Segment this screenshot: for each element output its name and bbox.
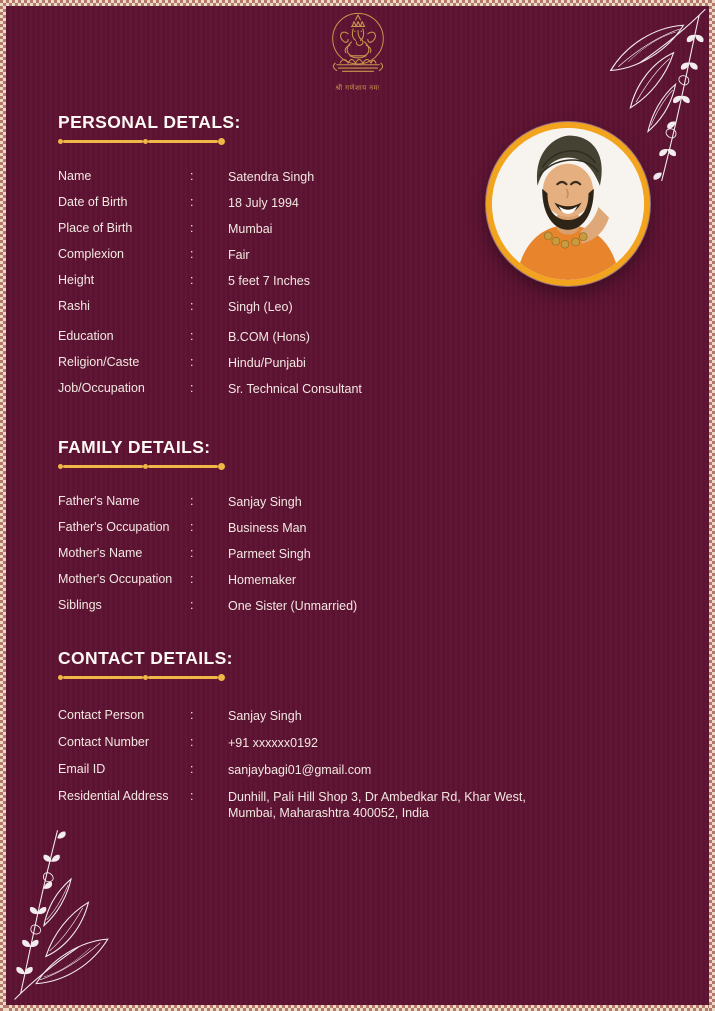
detail-label: Religion/Caste — [58, 355, 140, 369]
detail-separator: : — [190, 708, 194, 722]
detail-label: Contact Number — [58, 735, 150, 749]
detail-value: Mumbai — [228, 222, 273, 236]
detail-value: Singh (Leo) — [228, 300, 293, 314]
detail-row-contact-number — [58, 732, 574, 759]
border-ornament-left — [0, 0, 6, 1011]
ganesha-emblem-icon — [317, 6, 399, 86]
detail-row-education — [58, 326, 574, 352]
detail-label: Date of Birth — [58, 195, 128, 209]
detail-value: Homemaker — [228, 573, 297, 587]
detail-row-job-occupation — [58, 378, 574, 404]
family-details-heading: FAMILY DETAILS: — [58, 437, 211, 457]
detail-value: 18 July 1994 — [228, 196, 299, 210]
detail-label: Education — [58, 329, 114, 343]
detail-separator: : — [190, 273, 194, 287]
detail-row-rashi — [58, 296, 574, 322]
detail-row-fathers-occupation — [58, 517, 574, 543]
section-title-contact — [58, 648, 233, 681]
detail-value: Satendra Singh — [228, 170, 315, 184]
detail-separator: : — [190, 381, 194, 395]
section-title-family — [58, 437, 225, 470]
detail-row-height — [58, 270, 574, 296]
detail-label: Job/Occupation — [58, 381, 145, 395]
detail-row-mothers-name — [58, 543, 574, 569]
profile-photo-image — [492, 128, 644, 280]
detail-label: Height — [58, 273, 95, 287]
detail-label: Contact Person — [58, 708, 145, 722]
detail-separator: : — [190, 247, 194, 261]
detail-label: Rashi — [58, 299, 90, 313]
border-ornament-right — [709, 0, 715, 1011]
detail-value: Hindu/Punjabi — [228, 356, 306, 370]
detail-separator: : — [190, 572, 194, 586]
detail-label: Father's Occupation — [58, 520, 170, 534]
detail-label: Mother's Occupation — [58, 572, 173, 586]
profile-photo — [486, 122, 650, 286]
detail-label: Residential Address — [58, 789, 169, 803]
detail-label: Name — [58, 169, 92, 183]
detail-row-mothers-occupation — [58, 569, 574, 595]
detail-row-siblings — [58, 595, 574, 621]
detail-separator: : — [190, 329, 194, 343]
detail-row-fathers-name — [58, 491, 574, 517]
detail-value: Sanjay Singh — [228, 709, 302, 723]
emblem-caption: श्री गणेशाय नमः — [335, 85, 380, 92]
detail-separator: : — [190, 789, 194, 803]
detail-separator: : — [190, 494, 194, 508]
detail-label: Mother's Name — [58, 546, 143, 560]
detail-separator: : — [190, 762, 194, 776]
detail-value: One Sister (Unmarried) — [228, 599, 358, 613]
ganesha-emblem — [315, 6, 401, 92]
border-ornament-bottom — [0, 1005, 715, 1011]
contact-details-heading: CONTACT DETAILS: — [58, 648, 233, 668]
detail-value: Sr. Technical Consultant — [228, 382, 362, 396]
detail-value: Fair — [228, 248, 250, 262]
detail-separator: : — [190, 355, 194, 369]
detail-label: Place of Birth — [58, 221, 133, 235]
detail-separator: : — [190, 520, 194, 534]
detail-value: Parmeet Singh — [228, 547, 311, 561]
section-title-personal — [58, 112, 241, 145]
detail-row-residential-address — [58, 786, 574, 822]
detail-label: Complexion — [58, 247, 125, 261]
detail-label: Email ID — [58, 762, 106, 776]
detail-value: Sanjay Singh — [228, 495, 302, 509]
detail-value: Dunhill, Pali Hill Shop 3, Dr Ambedkar Rd, Khar West, Mumbai, Maharashtra 400052, India — [228, 790, 526, 821]
detail-value: B.COM (Hons) — [228, 330, 310, 344]
detail-value: Business Man — [228, 521, 307, 535]
detail-value: sanjaybagi01@gmail.com — [228, 763, 372, 777]
detail-separator: : — [190, 735, 194, 749]
detail-separator: : — [190, 546, 194, 560]
detail-value: +91 xxxxxx0192 — [228, 736, 318, 750]
personal-details-heading: PERSONAL DETALS: — [58, 112, 241, 132]
contact-details-list — [58, 705, 574, 822]
detail-label: Father's Name — [58, 494, 140, 508]
detail-separator: : — [190, 598, 194, 612]
border-ornament-top — [0, 0, 715, 6]
detail-row-complexion — [58, 244, 574, 270]
title-underline — [58, 463, 225, 470]
detail-row-religion-caste — [58, 352, 574, 378]
detail-separator: : — [190, 221, 194, 235]
detail-separator: : — [190, 195, 194, 209]
title-underline — [58, 674, 233, 681]
detail-value: 5 feet 7 Inches — [228, 274, 311, 288]
detail-label: Siblings — [58, 598, 102, 612]
title-underline — [58, 138, 241, 145]
floral-ornament-bottom-left-icon — [6, 821, 136, 1003]
detail-row-contact-person — [58, 705, 574, 732]
detail-separator: : — [190, 169, 194, 183]
family-details-list — [58, 491, 574, 621]
detail-row-email-id — [58, 759, 574, 786]
detail-separator: : — [190, 299, 194, 313]
